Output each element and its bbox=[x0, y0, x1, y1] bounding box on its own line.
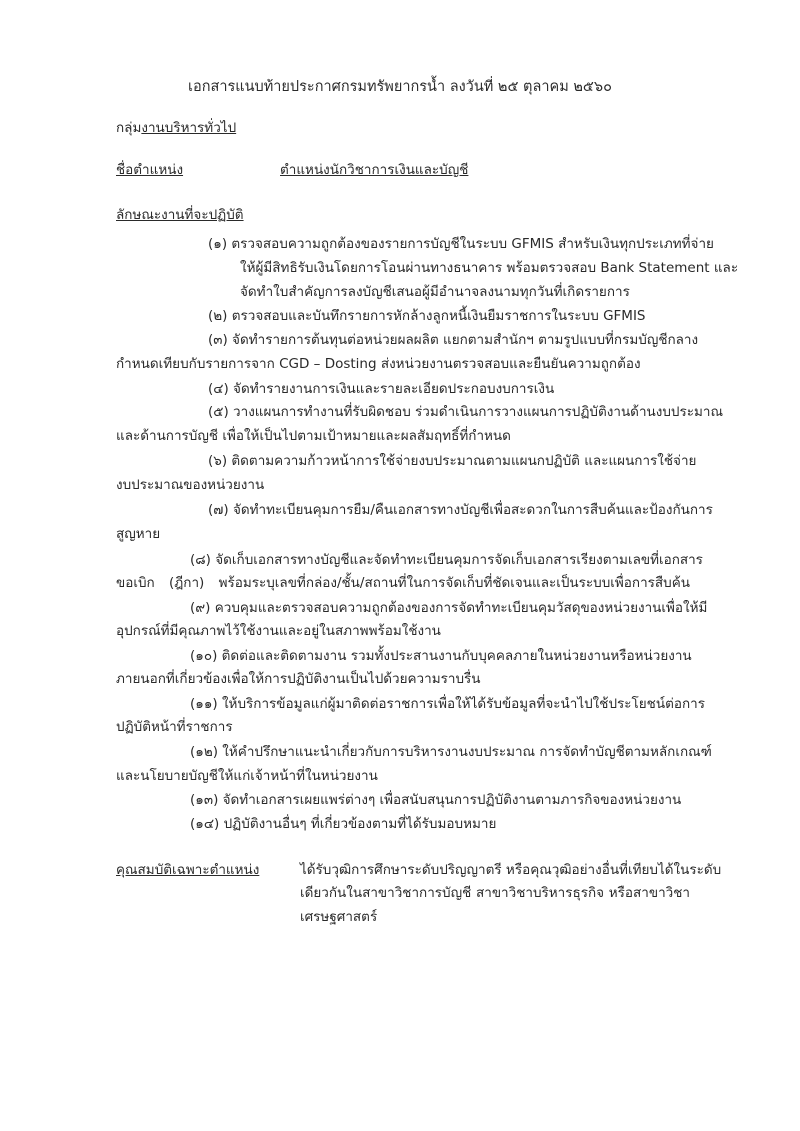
duties-heading: ลักษณะงานที่จะปฏิบัติ bbox=[116, 207, 244, 223]
qualification-line: เศรษฐศาสตร์ bbox=[300, 909, 378, 925]
duty-line: (๓) จัดทำรายการต้นทุนต่อหน่วยผลผลิต แยกตามสำนักฯ ตามรูปแบบที่กรมบัญชีกลาง bbox=[208, 332, 699, 348]
position-value: ตำแหน่งนักวิชาการเงินและบัญชี bbox=[280, 162, 469, 178]
document-title: เอกสารแนบท้ายประกาศกรมทรัพยากรน้ำ ลงวันที่ ๒๕ ตุลาคม ๒๕๖๐ bbox=[188, 79, 612, 95]
duty-line: (๑๒) ให้คำปรึกษาแนะนำเกี่ยวกับการบริหารงานงบประมาณ การจัดทำบัญชีตามหลักเกณฑ์ bbox=[190, 744, 712, 760]
duty-line: ปฏิบัติหน้าที่ราชการ bbox=[116, 719, 233, 735]
qualification-line: ได้รับวุฒิการศึกษาระดับปริญญาตรี หรือคุณวุฒิอย่างอื่นที่เทียบได้ในระดับ bbox=[300, 862, 722, 878]
duty-line: อุปกรณ์ที่มีคุณภาพไว้ใช้งานและอยู่ในสภาพพร้อมใช้งาน bbox=[116, 623, 441, 639]
work-group-name: งานบริหารทั่วไป bbox=[141, 120, 237, 136]
duty-line: (๑๑) ให้บริการข้อมูลแก่ผู้มาติดต่อราชการเพื่อให้ได้รับข้อมูลที่จะนำไปใช้ประโยชน์ต่อการ bbox=[190, 696, 705, 712]
duty-line: (๑๐) ติดต่อและติดตามงาน รวมทั้งประสานงานกับบุคคลภายในหน่วยงานหรือหน่วยงาน bbox=[190, 648, 692, 664]
duty-line: (๔) จัดทำรายงานการเงินและรายละเอียดประกอบงบการเงิน bbox=[208, 381, 555, 397]
duty-line: สูญหาย bbox=[116, 526, 161, 542]
duty-line: (๖) ติดตามความก้าวหน้าการใช้จ่ายงบประมาณตามแผนกปฏิบัติ และแผนการใช้จ่าย bbox=[208, 453, 697, 469]
duty-line: งบประมาณของหน่วยงาน bbox=[116, 477, 265, 493]
qualification-line: เดียวกันในสาขาวิชาการบัญชี สาขาวิชาบริหารธุรกิจ หรือสาขาวิชา bbox=[300, 885, 690, 901]
work-group bbox=[116, 119, 236, 137]
duty-line: (๙) ควบคุมและตรวจสอบความถูกต้องของการจัดทำทะเบียนคุมวัสดุของหน่วยงานเพื่อให้มี bbox=[190, 600, 708, 616]
position-label: ชื่อตำแหน่ง bbox=[116, 162, 184, 178]
duty-line: (๒) ตรวจสอบและบันทึกรายการหักล้างลูกหนี้เงินยืมราชการในระบบ GFMIS bbox=[208, 308, 646, 324]
duty-line: (๗) จัดทำทะเบียนคุมการยืม/คืนเอกสารทางบัญชีเพื่อสะดวกในการสืบค้นและป้องกันการ bbox=[208, 502, 713, 518]
duty-line: (๘) จัดเก็บเอกสารทางบัญชีและจัดทำทะเบียนคุมการจัดเก็บเอกสารเรียงตามเลขที่เอกสาร bbox=[190, 552, 703, 568]
duty-line: ภายนอกที่เกี่ยวข้องเพื่อให้การปฏิบัติงานเป็นไปด้วยความราบรื่น bbox=[116, 671, 481, 687]
duty-line: ให้ผู้มีสิทธิรับเงินโดยการโอนผ่านทางธนาคาร พร้อมตรวจสอบ Bank Statement และ bbox=[240, 260, 739, 276]
duty-line: และนโยบายบัญชีให้แก่เจ้าหน้าที่ในหน่วยงาน bbox=[116, 768, 378, 784]
duty-line: กำหนดเทียบกับรายการจาก CGD – Dosting ส่งหน่วยงานตรวจสอบและยืนยันความถูกต้อง bbox=[116, 356, 641, 372]
duty-line: ขอเบิก (ฎีกา) พร้อมระบุเลขที่กล่อง/ชั้น/สถานที่ในการจัดเก็บที่ชัดเจนและเป็นระบบเพื่อการสืบค้น bbox=[116, 575, 690, 591]
work-group-prefix: กลุ่ม bbox=[116, 120, 142, 136]
duty-line: และด้านการบัญชี เพื่อให้เป็นไปตามเป้าหมายและผลสัมฤทธิ์ที่กำหนด bbox=[116, 428, 511, 444]
duty-line: จัดทำใบสำคัญการลงบัญชีเสนอผู้มีอำนาจลงนามทุกวันที่เกิดรายการ bbox=[240, 284, 630, 300]
duty-line: (๑๓) จัดทำเอกสารเผยแพร่ต่างๆ เพื่อสนับสนุนการปฏิบัติงานตามภารกิจของหน่วยงาน bbox=[190, 792, 682, 808]
duty-line: (๑๔) ปฏิบัติงานอื่นๆ ที่เกี่ยวข้องตามที่ได้รับมอบหมาย bbox=[190, 816, 497, 832]
duty-line: (๕) วางแผนการทำงานที่รับผิดชอบ ร่วมดำเนินการวางแผนการปฏิบัติงานด้านงบประมาณ bbox=[208, 404, 723, 420]
duty-line: (๑) ตรวจสอบความถูกต้องของรายการบัญชีในระบบ GFMIS สำหรับเงินทุกประเภทที่จ่าย bbox=[208, 236, 714, 252]
qualification-label: คุณสมบัติเฉพาะตำแหน่ง bbox=[116, 862, 260, 878]
